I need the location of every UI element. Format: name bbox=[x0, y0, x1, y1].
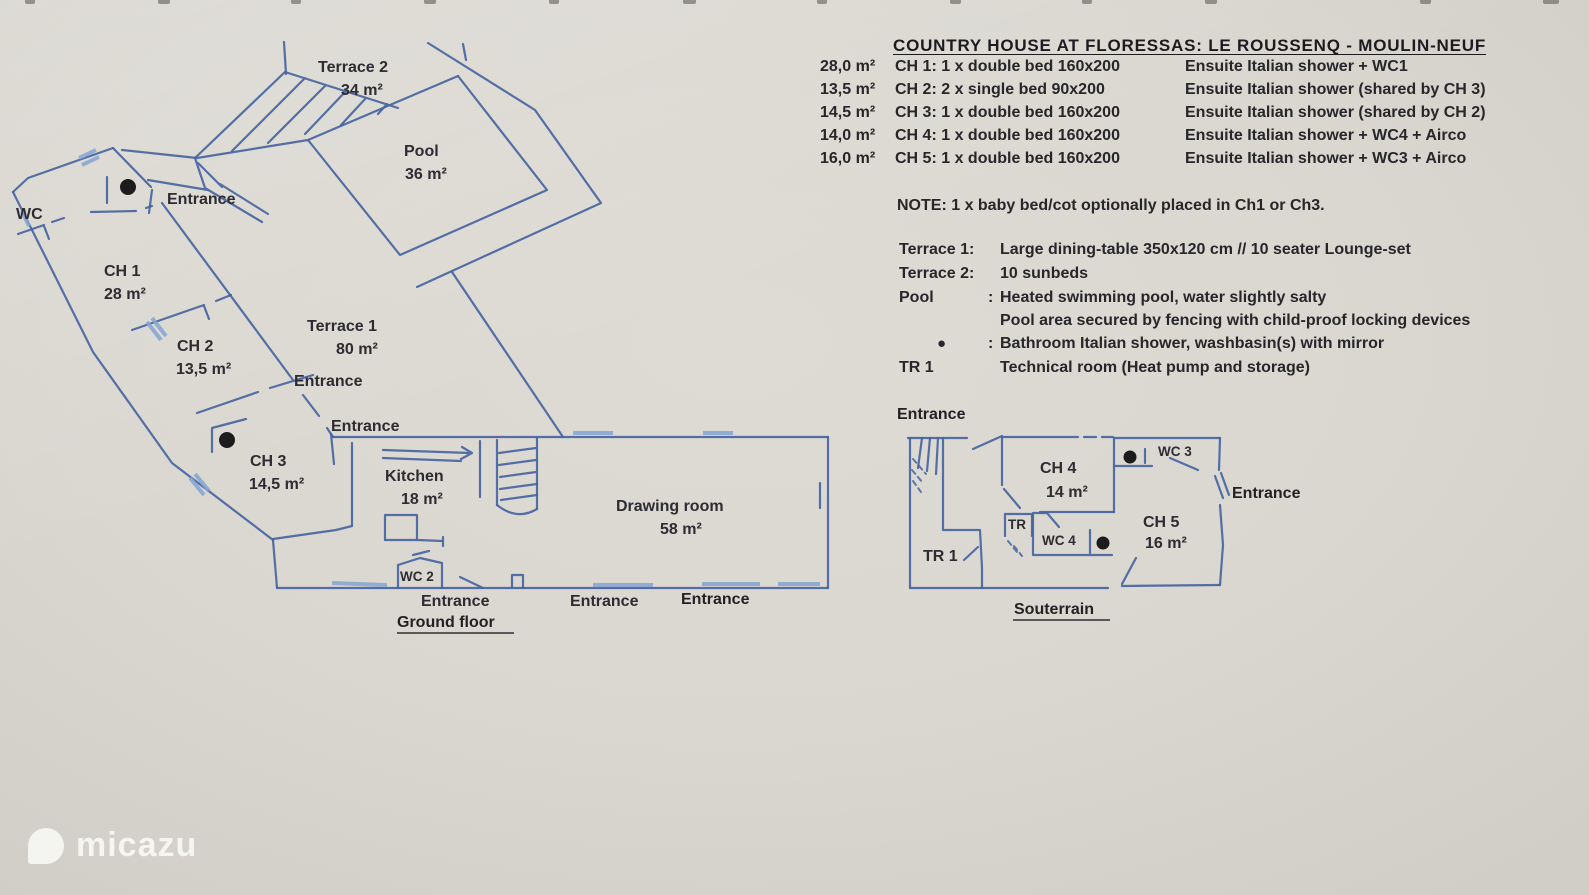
legend-desc: Technical room (Heat pump and storage) bbox=[1000, 359, 1310, 376]
wing-top-cap-wall bbox=[13, 148, 113, 192]
wc3-label: WC 3 bbox=[1158, 444, 1192, 459]
ch5-area-label: 16 m² bbox=[1145, 535, 1187, 552]
room-ensuite: Ensuite Italian shower (shared by CH 3) bbox=[1185, 81, 1486, 98]
ch3-area-label: 14,5 m² bbox=[249, 476, 305, 493]
bottom-door-leaf bbox=[512, 575, 523, 588]
entrance-label-top: Entrance bbox=[167, 191, 236, 208]
legend-term: Terrace 1: bbox=[899, 241, 975, 258]
ground-floor-plan bbox=[13, 42, 828, 633]
legend-term: Pool bbox=[899, 289, 934, 306]
souterrain-right-wall bbox=[1215, 438, 1229, 585]
wc-label: WC bbox=[16, 206, 43, 223]
entrance-walkway bbox=[148, 158, 268, 222]
entrance-label-kitchen: Entrance bbox=[331, 418, 400, 435]
legend-separator: : bbox=[988, 335, 994, 352]
kitchen-island bbox=[385, 515, 443, 546]
tr1-label: TR 1 bbox=[923, 548, 958, 565]
legend-term: Terrace 2: bbox=[899, 265, 975, 282]
shower-dot-ch3 bbox=[219, 432, 235, 448]
entrance-label-bottom1: Entrance bbox=[421, 593, 490, 610]
room-ensuite: Ensuite Italian shower + WC1 bbox=[1185, 58, 1408, 75]
drawing-room-area-label: 58 m² bbox=[660, 521, 702, 538]
kitchen-counter bbox=[383, 447, 472, 461]
legend-term: TR 1 bbox=[899, 359, 934, 376]
legend-desc: Bathroom Italian shower, washbasin(s) with mirror bbox=[1000, 335, 1385, 352]
shower-dot-ch1 bbox=[120, 179, 136, 195]
entrance-label-bottom3: Entrance bbox=[681, 591, 750, 608]
room-area: 16,0 m² bbox=[820, 150, 876, 167]
ch2-area-label: 13,5 m² bbox=[176, 361, 232, 378]
terrace1-right-wall bbox=[452, 272, 563, 437]
ch1-label: CH 1 bbox=[104, 263, 141, 280]
room-beds: CH 4: 1 x double bed 160x200 bbox=[895, 127, 1120, 144]
shower-dot-wc4 bbox=[1097, 537, 1110, 550]
tr-label: TR bbox=[1008, 517, 1026, 532]
pool-area-label: 36 m² bbox=[405, 166, 447, 183]
room-ensuite: Ensuite Italian shower + WC3 + Airco bbox=[1185, 150, 1467, 167]
staircase-steps bbox=[497, 448, 537, 514]
room-ensuite: Ensuite Italian shower (shared by CH 2) bbox=[1185, 104, 1486, 121]
wing-left-wall bbox=[13, 192, 273, 540]
shower-dot-wc3 bbox=[1124, 451, 1137, 464]
micazu-logo-text: micazu bbox=[76, 826, 198, 864]
document-title: COUNTRY HOUSE AT FLORESSAS: LE ROUSSENQ - MOULIN-NEUF bbox=[893, 36, 1487, 55]
legend-desc: Pool area secured by fencing with child-proof locking devices bbox=[1000, 312, 1471, 329]
room-beds: CH 1: 1 x double bed 160x200 bbox=[895, 58, 1120, 75]
terrace2-area-label: 34 m² bbox=[341, 82, 383, 99]
bottom-door-swing bbox=[460, 577, 483, 588]
window-marks bbox=[22, 150, 820, 585]
room-beds: CH 2: 2 x single bed 90x200 bbox=[895, 81, 1105, 98]
terrace2-label: Terrace 2 bbox=[318, 59, 388, 76]
ground-floor-title: Ground floor bbox=[397, 614, 495, 631]
room-ensuite: Ensuite Italian shower + WC4 + Airco bbox=[1185, 127, 1467, 144]
ch1-area-label: 28 m² bbox=[104, 286, 146, 303]
pool-fence-boundary bbox=[417, 43, 601, 287]
room-area: 28,0 m² bbox=[820, 58, 876, 75]
room-area: 13,5 m² bbox=[820, 81, 876, 98]
micazu-logo-icon bbox=[28, 828, 64, 864]
drawing-room-label: Drawing room bbox=[616, 498, 724, 515]
ch4-left-wall bbox=[1002, 437, 1020, 508]
ch3-label: CH 3 bbox=[250, 453, 287, 470]
ch2-label: CH 2 bbox=[177, 338, 214, 355]
souterrain-plan bbox=[897, 406, 1301, 620]
ch4-area-label: 14 m² bbox=[1046, 484, 1088, 501]
souterrain-entrance-label-right: Entrance bbox=[1232, 485, 1301, 502]
legend-desc: Large dining-table 350x120 cm // 10 seater Lounge-set bbox=[1000, 241, 1411, 258]
room-beds: CH 5: 1 x double bed 160x200 bbox=[895, 150, 1120, 167]
wc2-label: WC 2 bbox=[400, 569, 434, 584]
room-area: 14,0 m² bbox=[820, 127, 876, 144]
shower-dot-icon: ● bbox=[937, 335, 947, 352]
entrance-label-terrace: Entrance bbox=[294, 373, 363, 390]
baby-bed-note: NOTE: 1 x baby bed/cot optionally placed in Ch1 or Ch3. bbox=[897, 197, 1325, 214]
terrace1-label: Terrace 1 bbox=[307, 318, 377, 335]
tr-room-dashed bbox=[1008, 541, 1022, 556]
room-area: 14,5 m² bbox=[820, 104, 876, 121]
room-beds: CH 3: 1 x double bed 160x200 bbox=[895, 104, 1120, 121]
souterrain-title: Souterrain bbox=[1014, 601, 1095, 618]
micazu-watermark bbox=[28, 826, 197, 865]
legend-desc: 10 sunbeds bbox=[1000, 265, 1089, 282]
ch4-label: CH 4 bbox=[1040, 460, 1077, 477]
legend-separator: : bbox=[988, 289, 994, 306]
main-right-wall bbox=[820, 437, 828, 588]
pool-label: Pool bbox=[404, 143, 439, 160]
tr1-corridor-wall bbox=[943, 438, 982, 588]
ch1-bathroom-walls bbox=[91, 177, 152, 212]
kitchen-area-label: 18 m² bbox=[401, 491, 443, 508]
ch5-label: CH 5 bbox=[1143, 514, 1180, 531]
souterrain-entrance-label-top: Entrance bbox=[897, 406, 966, 423]
entrance-label-bottom2: Entrance bbox=[570, 593, 639, 610]
wc4-label: WC 4 bbox=[1042, 533, 1076, 548]
kitchen-label: Kitchen bbox=[385, 468, 444, 485]
legend-desc: Heated swimming pool, water slightly salty bbox=[1000, 289, 1327, 306]
terrace1-area-label: 80 m² bbox=[336, 341, 378, 358]
